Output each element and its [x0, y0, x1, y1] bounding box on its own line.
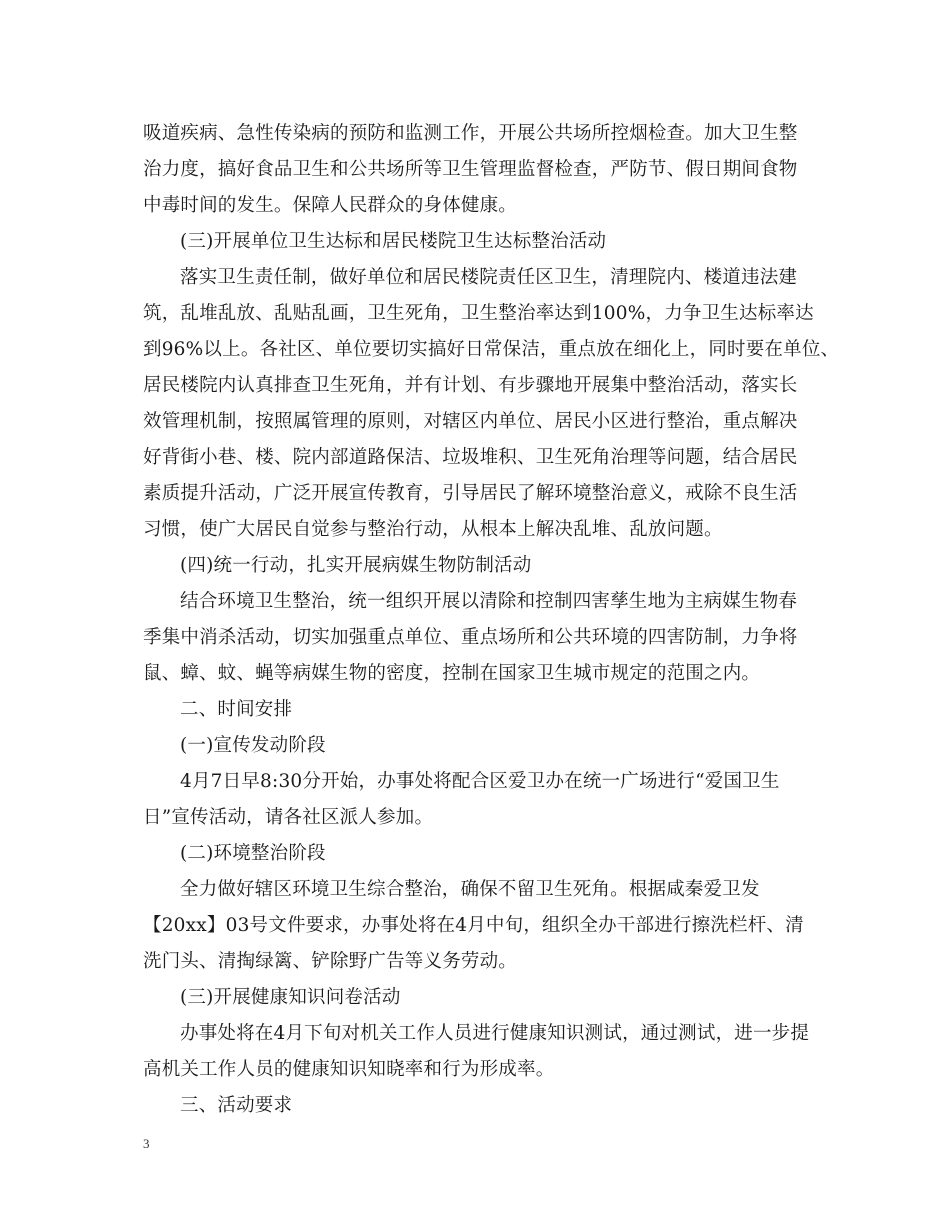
text-line: 洗门头、清掏绿篱、铲除野广告等义务劳动。 — [143, 951, 518, 972]
text-line: 到96%以上。各社区、单位要切实搞好日常保洁，重点放在细化上，同时要在单位、 — [143, 339, 840, 360]
text-line: 结合环境卫生整治，统一组织开展以清除和控制四害孳生地为主病媒生物春 — [180, 591, 798, 612]
text-line: 鼠、蟑、蚊、蝇等病媒生物的密度，控制在国家卫生城市规定的范围之内。 — [143, 663, 761, 684]
document-body — [143, 116, 840, 1124]
text-line: 全力做好辖区环境卫生综合整治，确保不留卫生死角。根据咸秦爱卫发 — [180, 879, 760, 900]
text-line: 吸道疾病、急性传染病的预防和监测工作，开展公共场所控烟检查。加大卫生整 — [143, 123, 798, 144]
text-line: 二、时间安排 — [180, 699, 293, 720]
text-line: 效管理机制，按照属管理的原则，对辖区内单位、居民小区进行整治，重点解决 — [143, 411, 798, 432]
text-line: (三)开展健康知识问卷活动 — [180, 987, 401, 1008]
text-line: 治力度，搞好食品卫生和公共场所等卫生管理监督检查，严防节、假日期间食物 — [143, 159, 798, 180]
text-line: 【20xx】03号文件要求，办事处将在4月中旬，组织全办干部进行擦洗栏杆、清 — [143, 915, 804, 936]
text-line: (三)开展单位卫生达标和居民楼院卫生达标整治活动 — [180, 231, 607, 252]
page-number: 3 — [143, 1136, 150, 1151]
text-line: (四)统一行动，扎实开展病媒生物防制活动 — [180, 555, 532, 576]
text-line: (一)宣传发动阶段 — [180, 735, 326, 756]
text-line: 素质提升活动，广泛开展宣传教育，引导居民了解环境整治意义，戒除不良生活 — [143, 483, 798, 504]
text-line: 中毒时间的发生。保障人民群众的身体健康。 — [143, 195, 518, 216]
text-line: (二)环境整治阶段 — [180, 843, 326, 864]
text-line: 日”宣传活动，请各社区派人参加。 — [143, 807, 434, 828]
text-line: 筑，乱堆乱放、乱贴乱画，卫生死角，卫生整治率达到100%，力争卫生达标率达 — [143, 303, 814, 324]
text-line: 季集中消杀活动，切实加强重点单位、重点场所和公共环境的四害防制，力争将 — [143, 627, 798, 648]
text-line: 好背街小巷、楼、院内部道路保洁、垃圾堆积、卫生死角治理等问题，结合居民 — [143, 447, 798, 468]
text-line: 习惯，使广大居民自觉参与整治行动，从根本上解决乱堆、乱放问题。 — [143, 519, 723, 540]
text-line: 高机关工作人员的健康知识知晓率和行为形成率。 — [143, 1059, 555, 1080]
text-line: 居民楼院内认真排查卫生死角，并有计划、有步骤地开展集中整治活动，落实长 — [143, 375, 798, 396]
text-line: 4月7日早8:30分开始，办事处将配合区爱卫办在统一广场进行“爱国卫生 — [180, 771, 780, 792]
text-line: 办事处将在4月下旬对机关工作人员进行健康知识测试，通过测试，进一步提 — [180, 1023, 810, 1044]
text-line: 落实卫生责任制，做好单位和居民楼院责任区卫生，清理院内、楼道违法建 — [180, 267, 798, 288]
text-line: 三、活动要求 — [180, 1095, 293, 1116]
